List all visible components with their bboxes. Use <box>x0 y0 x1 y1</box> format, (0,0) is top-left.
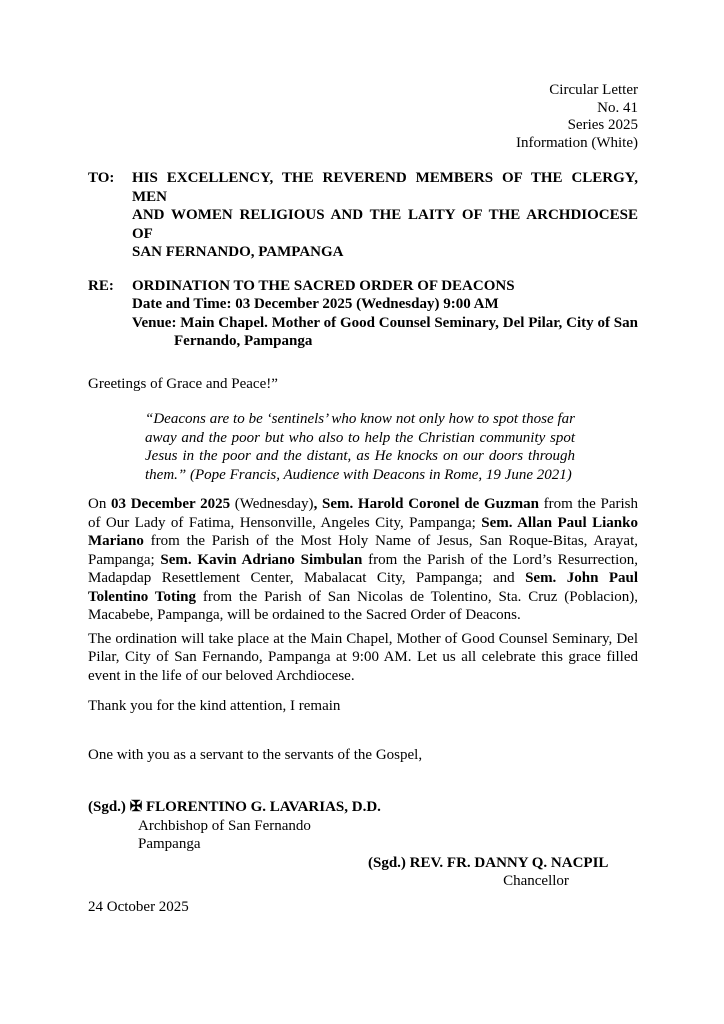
re-subject: ORDINATION TO THE SACRED ORDER OF DEACONS <box>132 277 515 294</box>
archbishop-title-line2: Pampanga <box>138 836 201 852</box>
to-block <box>88 169 638 262</box>
header-number: No. 41 <box>597 99 638 116</box>
thanks-line: Thank you for the kind attention, I remain <box>88 698 341 714</box>
to-label: TO: <box>88 170 115 186</box>
re-venue-line1: Venue: Main Chapel. Mother of Good Counsel Seminary, Del Pilar, City of San <box>132 314 638 331</box>
archbishop-name: FLORENTINO G. LAVARIAS, D.D. <box>146 799 381 815</box>
to-line: HIS EXCELLENCY, THE REVEREND MEMBERS OF THE CLERGY, MEN <box>132 170 638 205</box>
ordinand-name: Sem. Kavin Adriano Simbulan <box>160 551 363 568</box>
re-block <box>88 277 638 351</box>
ordinand-name: 03 December 2025 <box>111 496 231 512</box>
archbishop-title-line1: Archbishop of San Fernando <box>138 817 311 834</box>
archbishop-title <box>88 817 638 854</box>
archbishop-signature-block <box>88 798 638 854</box>
episcopal-cross-icon: ✠ <box>129 799 143 815</box>
valediction-line: One with you as a servant to the servants of the Gospel, <box>88 746 423 763</box>
letter-date: 24 October 2025 <box>88 898 189 915</box>
re-venue-line2: Fernando, Pampanga <box>174 333 313 349</box>
paragraph-text: (Wednesday) <box>230 496 314 512</box>
letter-content <box>88 82 638 916</box>
sgd-label: (Sgd.) <box>88 799 126 815</box>
ordination-details-paragraph: The ordination will take place at the Main Chapel, Mother of Good Counsel Seminary, Del Pilar, City of San Fernando, Pampanga at 9:00 AM. Let us all celebrate this grace filled event in the life of our beloved Archdiocese. <box>88 630 638 684</box>
ordinands-paragraph <box>88 495 638 625</box>
re-text <box>132 277 638 351</box>
paragraph-text: from the Parish of San Nicolas de Tolentino, Sta. Cruz (Poblacion), Macabebe, Pampanga, will be ordained to the Sacred Order of Deacons. <box>88 588 638 623</box>
archbishop-signature-line <box>88 798 638 817</box>
paragraph-text: On <box>88 496 112 512</box>
paragraph-text: from the Parish of Our Lady of Fatima, Hensonville, Angeles City, Pampanga; <box>88 496 639 531</box>
to-line: SAN FERNANDO, PAMPANGA <box>132 244 344 260</box>
header-classification: Information (White) <box>515 134 638 151</box>
paragraph-text: from the Parish of the Lord’s Resurrection, Madapdap Resettlement Center, Mabalacat City, Pampanga; and <box>88 551 639 586</box>
chancellor-name: (Sgd.) REV. FR. DANNY Q. NACPIL <box>368 854 609 871</box>
ordinand-name: , Sem. Harold Coronel de Guzman <box>313 496 539 512</box>
chancellor-signature-block <box>368 854 634 891</box>
pope-quote: “Deacons are to be ‘sentinels’ who know not only how to spot those far away and the poor but who also to help the Christian community spot Jesus in the poor and the distant, as He knocks on our doors through them.” (Pope Francis, Audience with Deacons in Rome, 19 June 2021) <box>145 411 575 483</box>
greeting-line: Greetings of Grace and Peace!” <box>88 375 278 392</box>
to-line: AND WOMEN RELIGIOUS AND THE LAITY OF THE ARCHDIOCESE OF <box>132 207 638 242</box>
letter-header <box>88 82 638 152</box>
chancellor-title: Chancellor <box>503 873 569 889</box>
re-datetime: Date and Time: 03 December 2025 (Wednesday) 9:00 AM <box>132 296 499 312</box>
paragraph-text: from the Parish of the Most Holy Name of Jesus, San Roque-Bitas, Arayat, Pampanga; <box>88 533 638 568</box>
header-series: Series 2025 <box>567 117 638 133</box>
to-text <box>132 169 638 262</box>
ordinand-name: Sem. Allan Paul Lianko Mariano <box>88 514 638 549</box>
re-label: RE: <box>88 277 114 294</box>
ordinand-name: Sem. John Paul Tolentino Toting <box>88 570 638 605</box>
header-document-type: Circular Letter <box>549 82 638 98</box>
